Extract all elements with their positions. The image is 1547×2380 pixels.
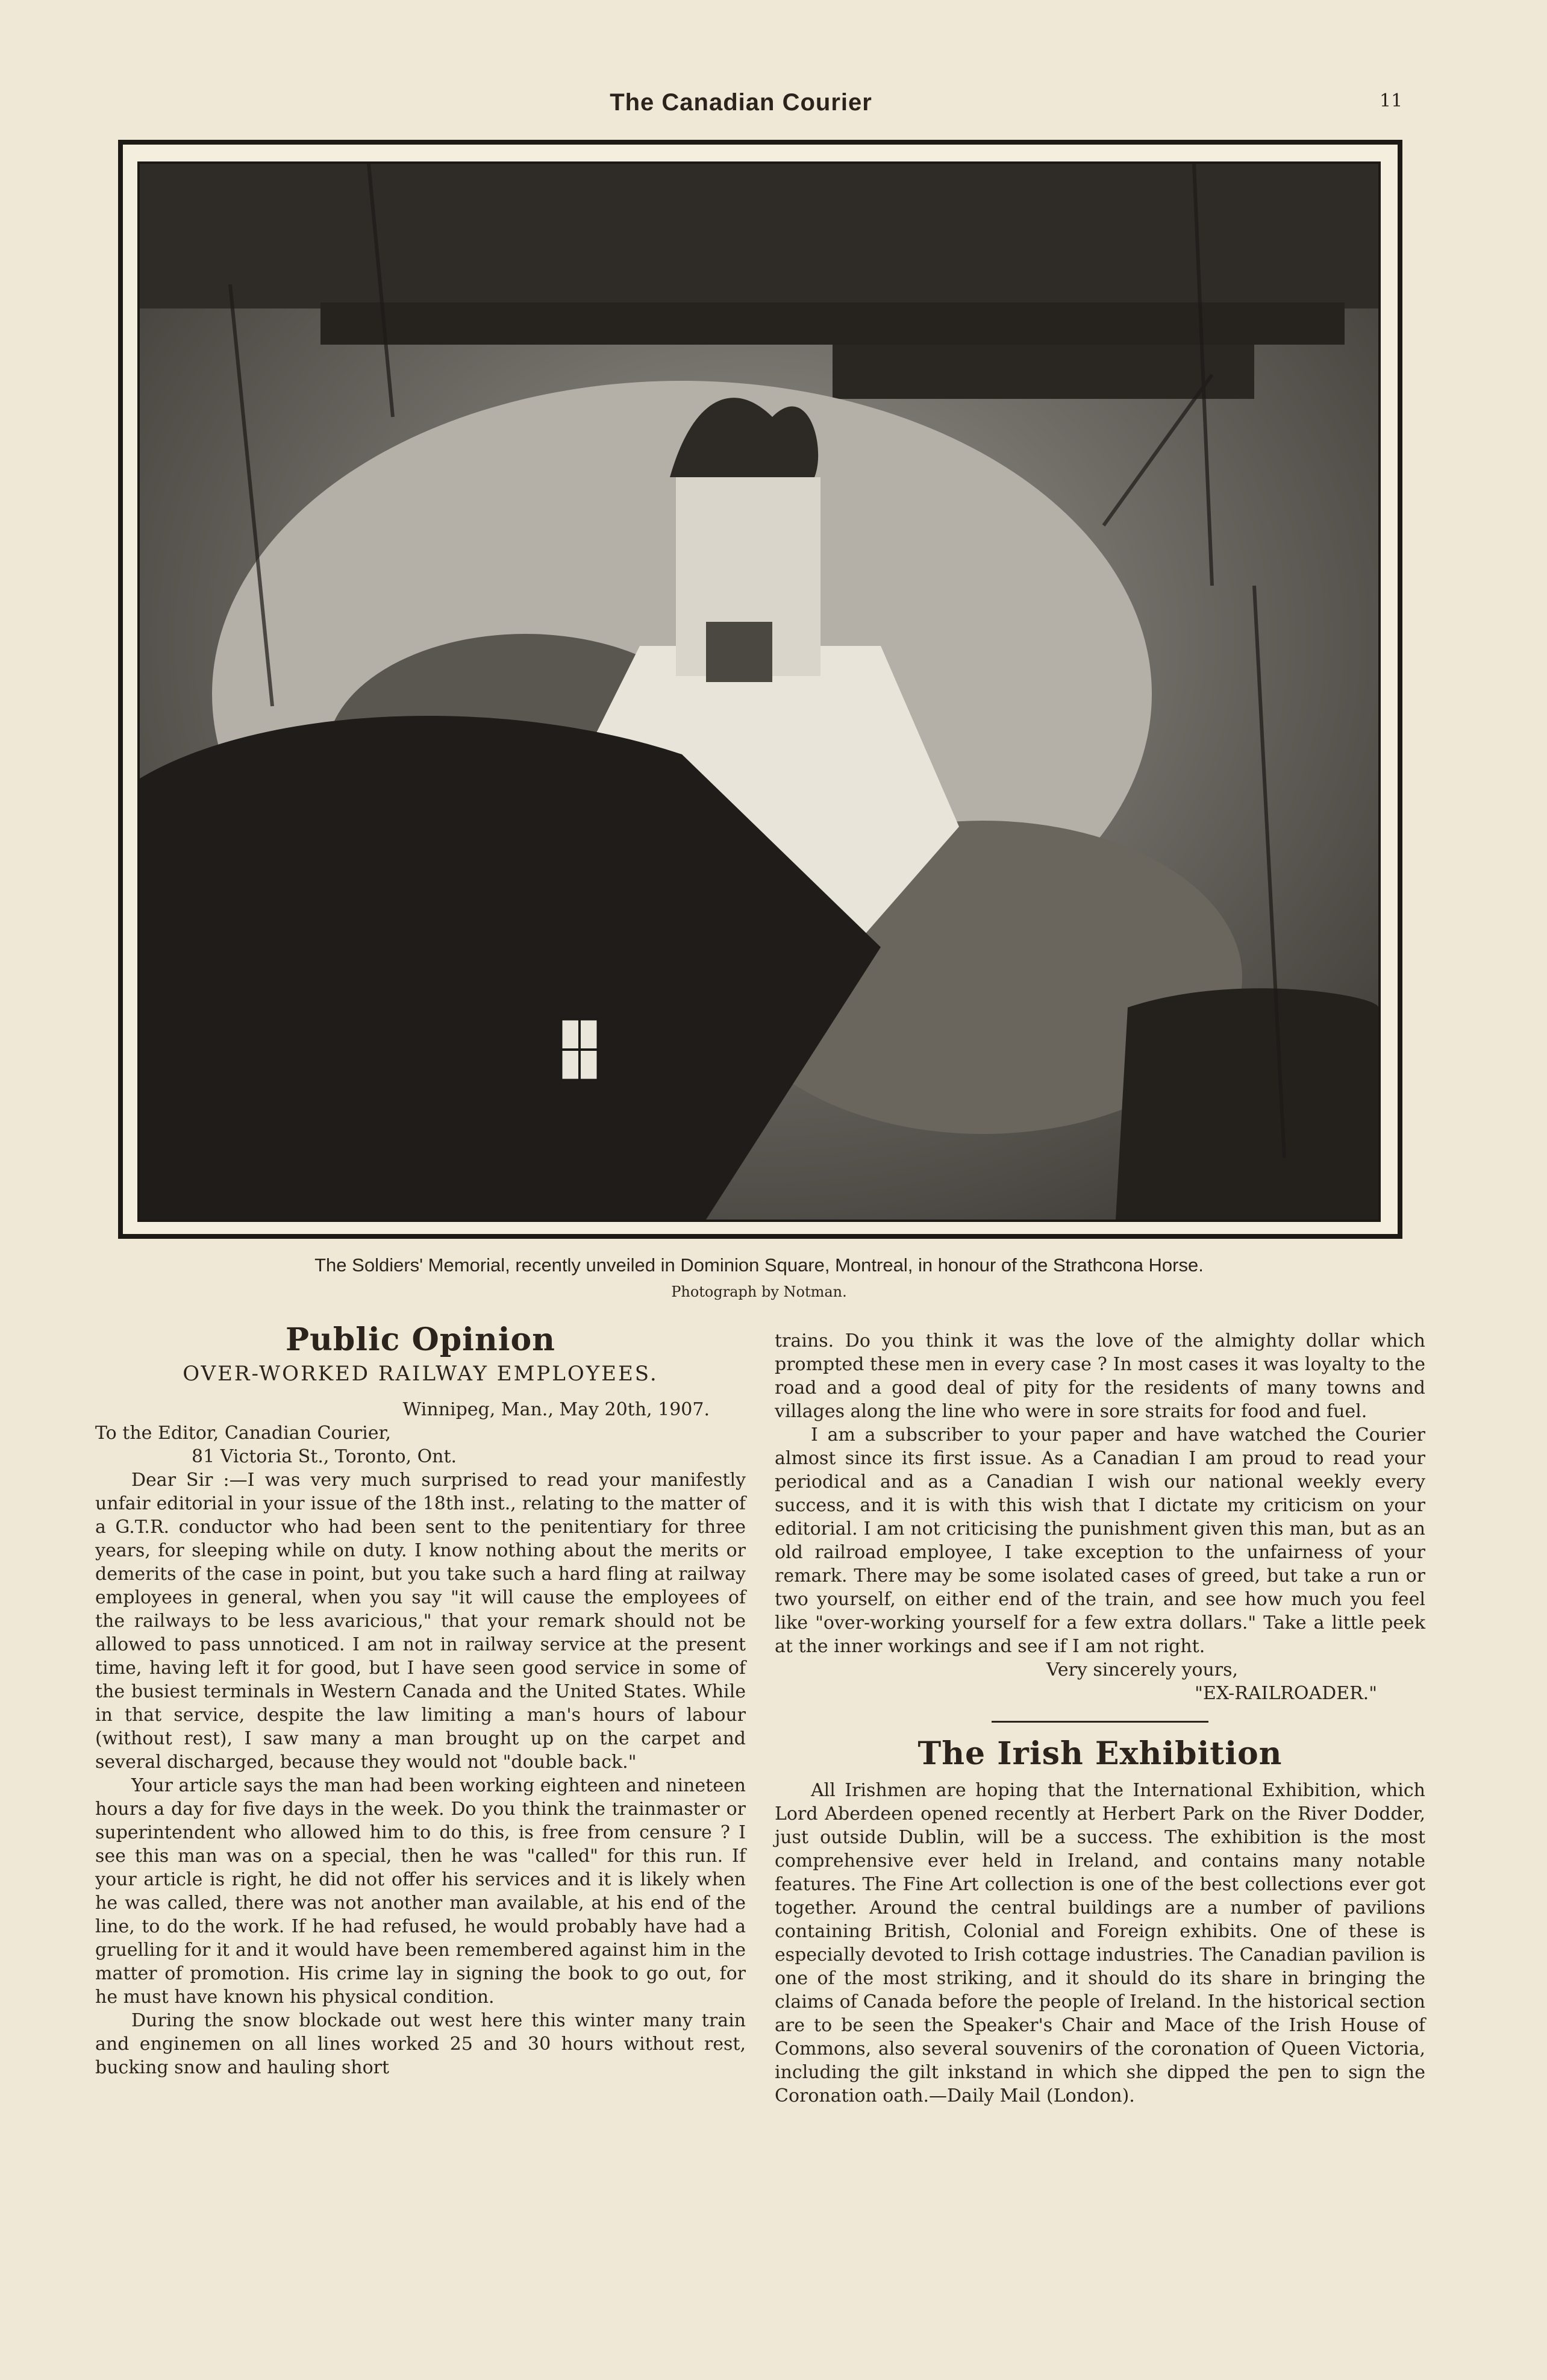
photo-credit: Photograph by Notman. — [671, 1283, 847, 1300]
public-opinion-subheading: OVER-WORKED RAILWAY EMPLOYEES. — [183, 1362, 658, 1386]
right-column — [775, 1329, 1425, 2108]
public-opinion-heading: Public Opinion — [285, 1321, 555, 1358]
letter-address-line-1: To the Editor, Canadian Courier, — [95, 1423, 392, 1444]
letter-paragraph-3: During the snow blockade out west here this winter many train and enginemen on all lines worked 25 and 30 hours without rest, bucking snow and hauling short — [95, 2010, 746, 2078]
letter-dateline: Winnipeg, Man., May 20th, 1907. — [402, 1399, 710, 1420]
letter-paragraph-5: I am a subscriber to your paper and have watched the Courier almost since its first issue. As a Canadian I am proud to read your periodical and as a Canadian I wish our national weekly every success, and it is with this wish that I dictate my criticism on your editorial. I am not criticising the punishment given this man, but as an old railroad employee, I take exception to the unfairness of your remark. There may be some isolated cases of greed, but take a run or two yourself, on either end of the train, and see how much you feel like "over-working yourself for a few extra dollars." Take a little peek at the inner workings and see if I am not right. — [775, 1424, 1425, 1657]
page-number: 11 — [1380, 90, 1403, 111]
letter-signoff: Very sincerely yours, — [1046, 1659, 1239, 1680]
letter-address-line-2: 81 Victoria St., Toronto, Ont. — [192, 1446, 457, 1467]
memorial-photograph — [137, 161, 1381, 1222]
left-column — [95, 1321, 746, 2079]
irish-exhibition-heading: The Irish Exhibition — [917, 1735, 1283, 1772]
photo-caption: The Soldiers' Memorial, recently unveiled in Dominion Square, Montreal, in honour of the Strathcona Horse. — [314, 1254, 1204, 1276]
letter-paragraph-4: trains. Do you think it was the love of the almighty dollar which prompted these men in every case ? In most cases it was loyalty to the road and a good deal of pity for the residents of many towns and villages along the line who were in sore straits for food and fuel. — [775, 1330, 1425, 1422]
irish-exhibition-body: All Irishmen are hoping that the International Exhibition, which Lord Aberdeen opened recently at Herbert Park on the River Dodder, just outside Dublin, will be a success. The exhibition is the most comprehensive ever held in Ireland, and contains many notable features. The Fine Art collection is one of the best collections ever got together. Around the central buildings are a number of pavilions containing British, Colonial and Foreign exhibits. One of these is especially devoted to Irish cottage industries. The Canadian pavilion is one of the most striking, and it should do its share in bringing the claims of Canada before the people of Ireland. In the historical section are to be seen the Speaker's Chair and Mace of the Irish House of Commons, also several souvenirs of the coronation of Queen Victoria, including the gilt inkstand in which she dipped the pen to sign the Coronation oath.—Daily Mail (London). — [775, 1780, 1425, 2106]
letter-paragraph-1: Dear Sir :—I was very much surprised to read your manifestly unfair editorial in your issue of the 18th inst., relating to the matter of a G.T.R. conductor who had been sent to the penitentiary for three years, for sleeping while on duty. I know nothing about the merits or demerits of the case in point, but you take such a hard fling at railway employees in general, when you say "it will cause the employees of the railways to be less avaricious," that your remark should not be allowed to pass unnoticed. I am not in railway service at the present time, having left it for good, but I have seen good service in some of the busiest terminals in Western Canada and the United States. While in that service, despite the law limiting a man's hours of labour (without rest), I saw many a man brought up on the carpet and several discharged, because they would not "double back." — [95, 1470, 746, 1773]
masthead: The Canadian Courier — [610, 89, 872, 116]
letter-paragraph-2: Your article says the man had been working eighteen and nineteen hours a day for five days in the week. Do you think the trainmaster or superintendent who allowed him to do this, is free from censure ? I see this man was on a special, then he was "called" for this run. If your article is right, he did not offer his services and it is likely when he was called, there was not another man available, at his end of the line, to do the work. If he had refused, he would probably have had a gruelling for it and it would have been remembered against him in the matter of promotion. His crime lay in signing the book to go out, for he must have known his physical condition. — [95, 1775, 746, 2008]
letter-signature: "EX-RAILROADER." — [1195, 1683, 1377, 1704]
section-divider — [992, 1721, 1208, 1723]
